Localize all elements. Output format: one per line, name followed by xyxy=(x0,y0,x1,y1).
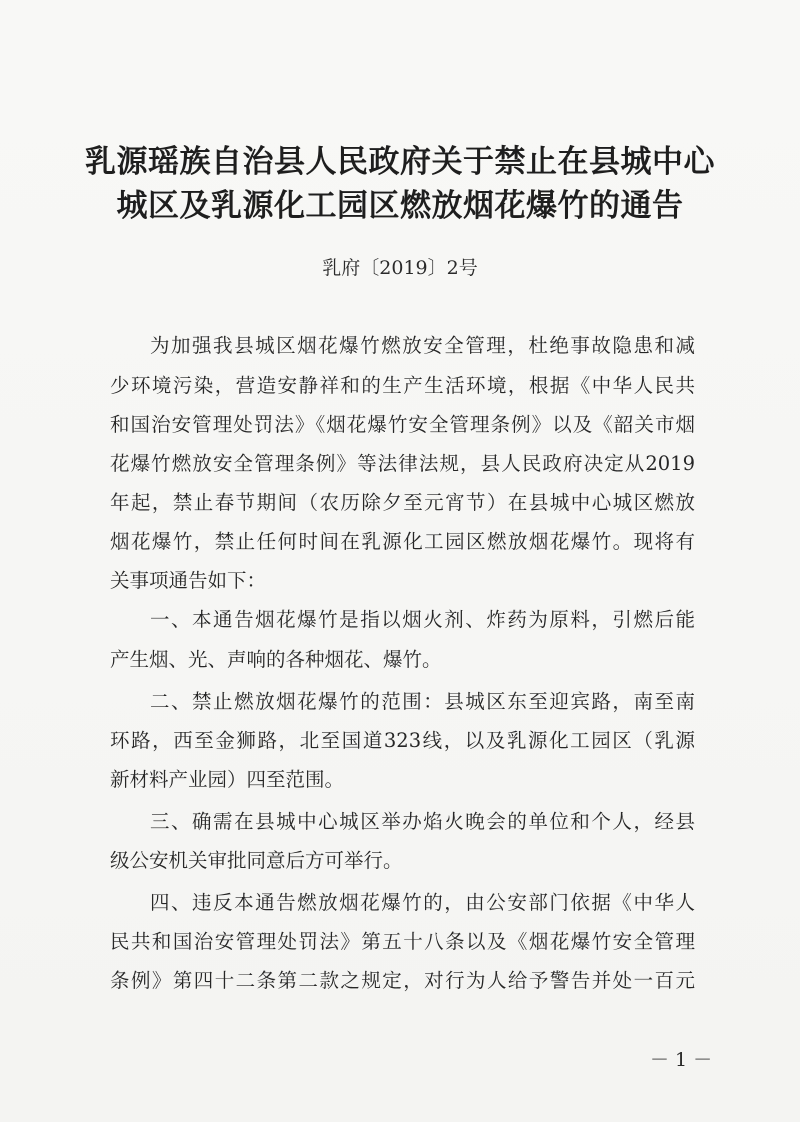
body-line: 烟花爆竹，禁止任何时间在乳源化工园区燃放烟花爆竹。现将有 xyxy=(110,530,695,553)
body-line: 四、违反本通告燃放烟花爆竹的，由公安部门依据《中华人 xyxy=(150,891,695,914)
body-line: 关事项通告如下： xyxy=(110,569,267,592)
body-line: 民共和国治安管理处罚法》第五十八条以及《烟花爆竹安全管理 xyxy=(110,930,695,953)
document-title-line-2: 城区及乳源化工园区燃放烟花爆竹的通告 xyxy=(116,188,684,224)
body-line: 级公安机关审批同意后方可举行。 xyxy=(110,849,403,872)
page-number: － 1 － xyxy=(650,1049,713,1071)
body-line: 产生烟、光、声响的各种烟花、爆竹。 xyxy=(110,648,442,671)
body-line: 新材料产业园）四至范围。 xyxy=(110,768,345,791)
body-line: 一、本通告烟花爆竹是指以烟火剂、炸药为原料，引燃后能 xyxy=(150,608,695,631)
body-line: 三、确需在县城中心城区举办焰火晚会的单位和个人，经县 xyxy=(150,810,695,833)
body-line: 少环境污染，营造安静祥和的生产生活环境，根据《中华人民共 xyxy=(110,374,695,397)
body-line: 花爆竹燃放安全管理条例》等法律法规，县人民政府决定从2019 xyxy=(110,452,695,475)
document-title-line-1: 乳源瑶族自治县人民政府关于禁止在县城中心 xyxy=(85,144,715,180)
body-line: 环路，西至金狮路，北至国道323线，以及乳源化工园区（乳源 xyxy=(110,729,695,752)
document-number: 乳府〔2019〕2号 xyxy=(322,257,478,279)
body-line: 和国治安管理处罚法》《烟花爆竹安全管理条例》以及《韶关市烟 xyxy=(110,413,695,436)
body-line: 年起，禁止春节期间（农历除夕至元宵节）在县城中心城区燃放 xyxy=(110,491,695,514)
body-line: 二、禁止燃放烟花爆竹的范围：县城区东至迎宾路，南至南 xyxy=(150,690,695,713)
body-line: 为加强我县城区烟花爆竹燃放安全管理，杜绝事故隐患和减 xyxy=(150,334,695,357)
body-line: 条例》第四十二条第二款之规定，对行为人给予警告并处一百元 xyxy=(110,969,695,992)
